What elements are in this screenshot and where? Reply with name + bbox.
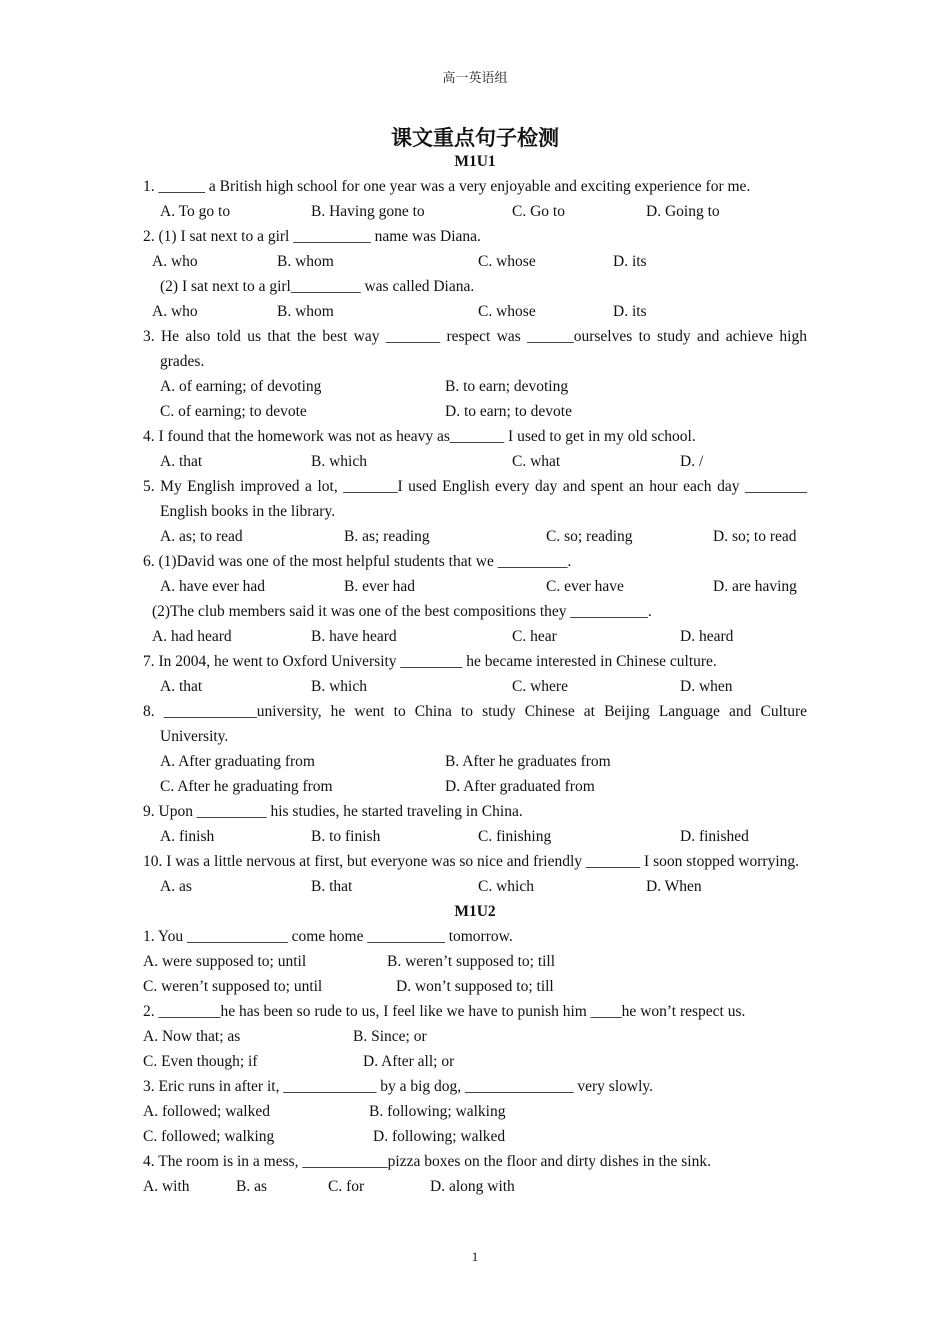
option-a: A. finish bbox=[160, 828, 215, 845]
option-c: C. whose bbox=[478, 253, 536, 270]
option-a: A. as; to read bbox=[160, 528, 243, 545]
option-a: A. as bbox=[160, 878, 192, 895]
options-row bbox=[143, 874, 807, 899]
option-b: B. that bbox=[311, 878, 353, 895]
options-row bbox=[143, 749, 807, 774]
option-c: C. Go to bbox=[512, 203, 565, 220]
option-a: A. were supposed to; until bbox=[143, 953, 307, 970]
option-d: D. When bbox=[646, 878, 702, 895]
option-d: D. / bbox=[680, 453, 704, 470]
options-row bbox=[143, 1049, 807, 1074]
options-row bbox=[143, 1024, 807, 1049]
section-heading-m1u2: M1U2 bbox=[454, 903, 496, 920]
options-row bbox=[143, 624, 807, 649]
option-b: B. After he graduates from bbox=[445, 753, 611, 770]
options-row bbox=[143, 449, 807, 474]
options-row bbox=[143, 1174, 807, 1199]
option-d: D. along with bbox=[430, 1178, 515, 1195]
option-a: A. Now that; as bbox=[143, 1028, 241, 1045]
option-d: D. so; to read bbox=[713, 528, 797, 545]
option-c: C. After he graduating from bbox=[160, 778, 333, 795]
question-8: 8. ____________university, he went to China to study Chinese at Beijing Language and Culture University. bbox=[143, 703, 807, 745]
option-b: B. which bbox=[311, 678, 367, 695]
options-row bbox=[143, 824, 807, 849]
options-row bbox=[143, 974, 807, 999]
option-b: B. as; reading bbox=[344, 528, 430, 545]
option-d: D. following; walked bbox=[373, 1128, 506, 1145]
options-row bbox=[143, 299, 807, 324]
option-b: B. as bbox=[236, 1178, 267, 1195]
option-b: B. Having gone to bbox=[311, 203, 425, 220]
option-c: C. of earning; to devote bbox=[160, 403, 307, 420]
options-row bbox=[143, 1124, 807, 1149]
option-c: C. whose bbox=[478, 303, 536, 320]
question-2-1: 2. (1) I sat next to a girl __________ name was Diana. bbox=[143, 228, 481, 245]
option-c: C. Even though; if bbox=[143, 1053, 258, 1070]
options-row bbox=[143, 774, 807, 799]
option-b: B. Since; or bbox=[353, 1028, 427, 1045]
option-c: C. finishing bbox=[478, 828, 552, 845]
question-4: 4. The room is in a mess, ___________pizza boxes on the floor and dirty dishes in the sink. bbox=[143, 1153, 711, 1170]
option-c: C. which bbox=[478, 878, 534, 895]
question-1: 1. You _____________ come home __________ tomorrow. bbox=[143, 928, 513, 945]
option-a: A. who bbox=[152, 303, 198, 320]
options-row bbox=[143, 399, 807, 424]
option-b: B. ever had bbox=[344, 578, 416, 595]
options-row bbox=[143, 674, 807, 699]
option-a: A. To go to bbox=[160, 203, 231, 220]
option-b: B. following; walking bbox=[369, 1103, 506, 1120]
option-b: B. whom bbox=[277, 253, 334, 270]
question-3: 3. He also told us that the best way _______ respect was ______ourselves to study and achieve high grades. bbox=[143, 328, 807, 370]
option-b: B. whom bbox=[277, 303, 334, 320]
option-b: B. weren’t supposed to; till bbox=[387, 953, 556, 970]
option-a: A. After graduating from bbox=[160, 753, 315, 770]
option-d: D. to earn; to devote bbox=[445, 403, 572, 420]
question-6-1: 6. (1)David was one of the most helpful students that we _________. bbox=[143, 553, 572, 570]
option-c: C. for bbox=[328, 1178, 365, 1195]
option-b: B. have heard bbox=[311, 628, 397, 645]
question-5: 5. My English improved a lot, _______I used English every day and spent an hour each day ________ English books in the library. bbox=[143, 478, 807, 520]
option-a: A. of earning; of devoting bbox=[160, 378, 322, 395]
document-body bbox=[143, 149, 807, 1199]
question-2: 2. ________he has been so rude to us, I feel like we have to punish him ____he won’t respect us. bbox=[143, 1003, 746, 1020]
option-c: C. what bbox=[512, 453, 561, 470]
question-10: 10. I was a little nervous at first, but everyone was so nice and friendly _______ I soon stopped worrying. bbox=[143, 853, 800, 870]
option-d: D. when bbox=[680, 678, 733, 695]
page-number: 1 bbox=[471, 1249, 479, 1264]
option-d: D. its bbox=[613, 303, 647, 320]
options-row bbox=[143, 199, 807, 224]
option-d: D. heard bbox=[680, 628, 734, 645]
option-a: A. had heard bbox=[152, 628, 232, 645]
question-7: 7. In 2004, he went to Oxford University ________ he became interested in Chinese culture. bbox=[143, 653, 717, 670]
option-b: B. to earn; devoting bbox=[445, 378, 569, 395]
option-a: A. who bbox=[152, 253, 198, 270]
question-6-2: (2)The club members said it was one of the best compositions they __________. bbox=[152, 603, 652, 620]
options-row bbox=[143, 949, 807, 974]
option-a: A. that bbox=[160, 453, 203, 470]
options-row bbox=[143, 374, 807, 399]
option-d: D. its bbox=[613, 253, 647, 270]
question-9: 9. Upon _________ his studies, he started traveling in China. bbox=[143, 803, 523, 820]
option-c: C. so; reading bbox=[546, 528, 633, 545]
option-c: C. ever have bbox=[546, 578, 624, 595]
option-a: A. have ever had bbox=[160, 578, 266, 595]
option-d: D. After graduated from bbox=[445, 778, 595, 795]
page-header: 高一英语组 bbox=[442, 71, 508, 86]
option-b: B. which bbox=[311, 453, 367, 470]
option-d: D. After all; or bbox=[363, 1053, 455, 1070]
section-heading-m1u1: M1U1 bbox=[454, 153, 496, 170]
option-a: A. that bbox=[160, 678, 203, 695]
option-a: A. followed; walked bbox=[143, 1103, 270, 1120]
options-row bbox=[143, 524, 807, 549]
option-d: D. Going to bbox=[646, 203, 720, 220]
option-c: C. weren’t supposed to; until bbox=[143, 978, 323, 995]
option-d: D. won’t supposed to; till bbox=[396, 978, 554, 995]
options-row bbox=[143, 249, 807, 274]
question-1: 1. ______ a British high school for one year was a very enjoyable and exciting experience for me. bbox=[143, 178, 751, 195]
option-d: D. finished bbox=[680, 828, 749, 845]
options-row bbox=[143, 574, 807, 599]
question-3: 3. Eric runs in after it, ____________ by a big dog, ______________ very slowly. bbox=[143, 1078, 654, 1095]
option-c: C. where bbox=[512, 678, 568, 695]
question-4: 4. I found that the homework was not as heavy as_______ I used to get in my old school. bbox=[143, 428, 696, 445]
option-d: D. are having bbox=[713, 578, 797, 595]
options-row bbox=[143, 1099, 807, 1124]
question-2-2: (2) I sat next to a girl_________ was called Diana. bbox=[160, 278, 475, 295]
option-c: C. hear bbox=[512, 628, 557, 645]
page-title: 课文重点句子检测 bbox=[391, 126, 559, 150]
option-a: A. with bbox=[143, 1178, 190, 1195]
option-b: B. to finish bbox=[311, 828, 381, 845]
option-c: C. followed; walking bbox=[143, 1128, 275, 1145]
